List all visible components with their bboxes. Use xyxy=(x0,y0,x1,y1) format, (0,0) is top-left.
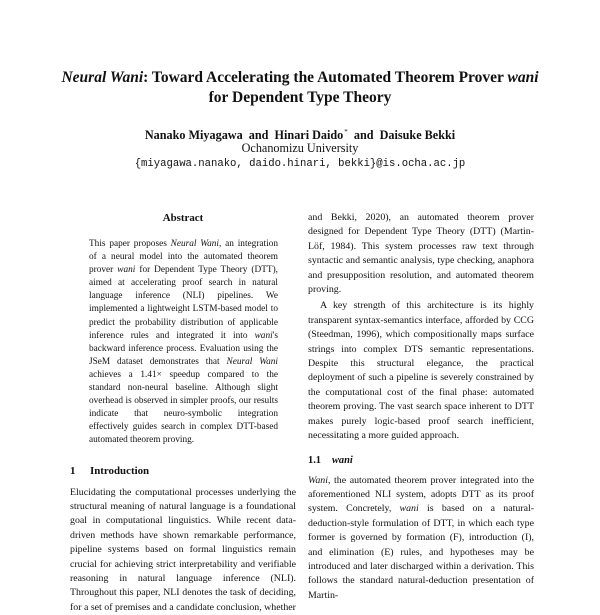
author-and-1: and xyxy=(249,128,269,142)
author-and-2: and xyxy=(354,128,374,142)
abstract-seg: This paper proposes xyxy=(89,239,171,249)
body-seg: is based on a natural-deduction-style formulation of DTT, in which each type former is governed by formation (F), introduction (I), and elimination (E) rules, and hypotheses may be introduced and later discharged within a derivation. This follows the standard natural-deduction presentation of Martin- xyxy=(308,503,534,600)
abstract-text xyxy=(89,238,278,448)
body-seg-italic: wani xyxy=(400,503,419,514)
body-seg-italic: Wani xyxy=(308,475,328,486)
title-italic-prover: wani xyxy=(508,69,539,86)
subsection-title: wani xyxy=(332,455,353,466)
author-2-mark: * xyxy=(344,128,348,136)
body-seg: , the automated theorem prover integrated into the aforementioned NLI system, adopts DTT as its proof system. Concretely, xyxy=(308,475,534,515)
title-line2: for Dependent Type Theory xyxy=(209,89,392,106)
abstract-seg: , an integration of a neural model into the automated theorem prover xyxy=(89,239,278,275)
subsection-heading-wani xyxy=(308,454,534,468)
abstract-seg: for Dependent Type Theory (DTT), aimed at accelerating proof search in natural language inference (NLI) pipelines. We implemented a lightweight LSTM-based model to predict the probability distribution of applicable inference rules and integrated it into xyxy=(89,265,278,340)
subsection-number: 1.1 xyxy=(308,454,332,468)
body-paragraph-1: and Bekki, 2020), an automated theorem prover designed for Dependent Type Theory (DTT) (Martin-Löf, 1984). This system processes raw text through syntactic and semantic analysis, type checking, anaphora and presupposition resolution, and automated theorem proving. xyxy=(308,211,534,297)
email-line: {miyagawa.nanako, daido.hinari, bekki}@is.ocha.ac.jp xyxy=(40,157,560,172)
section-heading-introduction xyxy=(70,464,296,478)
abstract-seg-italic: Neural Wani xyxy=(227,357,278,367)
section-number: 1 xyxy=(70,464,90,478)
body-paragraph-3 xyxy=(308,474,534,604)
intro-paragraph: Elucidating the computational processes underlying the structural meaning of natural language is a foundational goal in computational linguistics. While recent data-driven methods have shown remarkable performance, pipeline systems based on formal linguistics remain crucial for achieving strict interpretability and verifiable reasoning in natural language inference (NLI). Throughout this paper, NLI denotes the task of deciding, for a set of premises and a candidate conclusion, whether xyxy=(70,486,296,615)
body-paragraph-2: A key strength of this architecture is its highly transparent syntax-semantics interface, afforded by CCG (Steedman, 1996), which compositionally maps surface strings into complex DTS semantic representations. Despite this structural elegance, the practical deployment of such a pipeline is severely constrained by the computational cost of the final phase: automated theorem proving. The vast search space inherent to DTT makes purely logic-based proof search inefficient, necessitating a more guided approach. xyxy=(308,299,534,443)
section-title: Introduction xyxy=(90,465,149,477)
abstract-seg: achieves a 1.41× speedup compared to the standard non-neural baseline. Although slight overhead is observed in simpler proofs, our results indicate that neuro-symbolic integration effectively guides search in complex DTT-based automated theorem proving. xyxy=(89,370,278,445)
title-italic-name: Neural Wani xyxy=(61,69,143,86)
affiliation: Ochanomizu University xyxy=(40,141,560,156)
author-3: Daisuke Bekki xyxy=(380,128,456,142)
title-main: : Toward Accelerating the Automated Theorem Prover xyxy=(143,69,507,86)
right-column xyxy=(308,211,534,603)
abstract-seg: 's backward inference process. Evaluation using the JSeM dataset demonstrates that xyxy=(89,331,278,367)
author-2: Hinari Daido xyxy=(275,128,344,142)
abstract-heading: Abstract xyxy=(70,211,296,225)
author-1: Nanako Miyagawa xyxy=(145,128,243,142)
paper-title xyxy=(40,68,560,108)
abstract-seg-italic: Neural Wani xyxy=(171,239,219,249)
abstract-seg-italic: wani xyxy=(255,331,273,341)
abstract-seg-italic: wani xyxy=(117,265,135,275)
left-column xyxy=(70,211,296,615)
